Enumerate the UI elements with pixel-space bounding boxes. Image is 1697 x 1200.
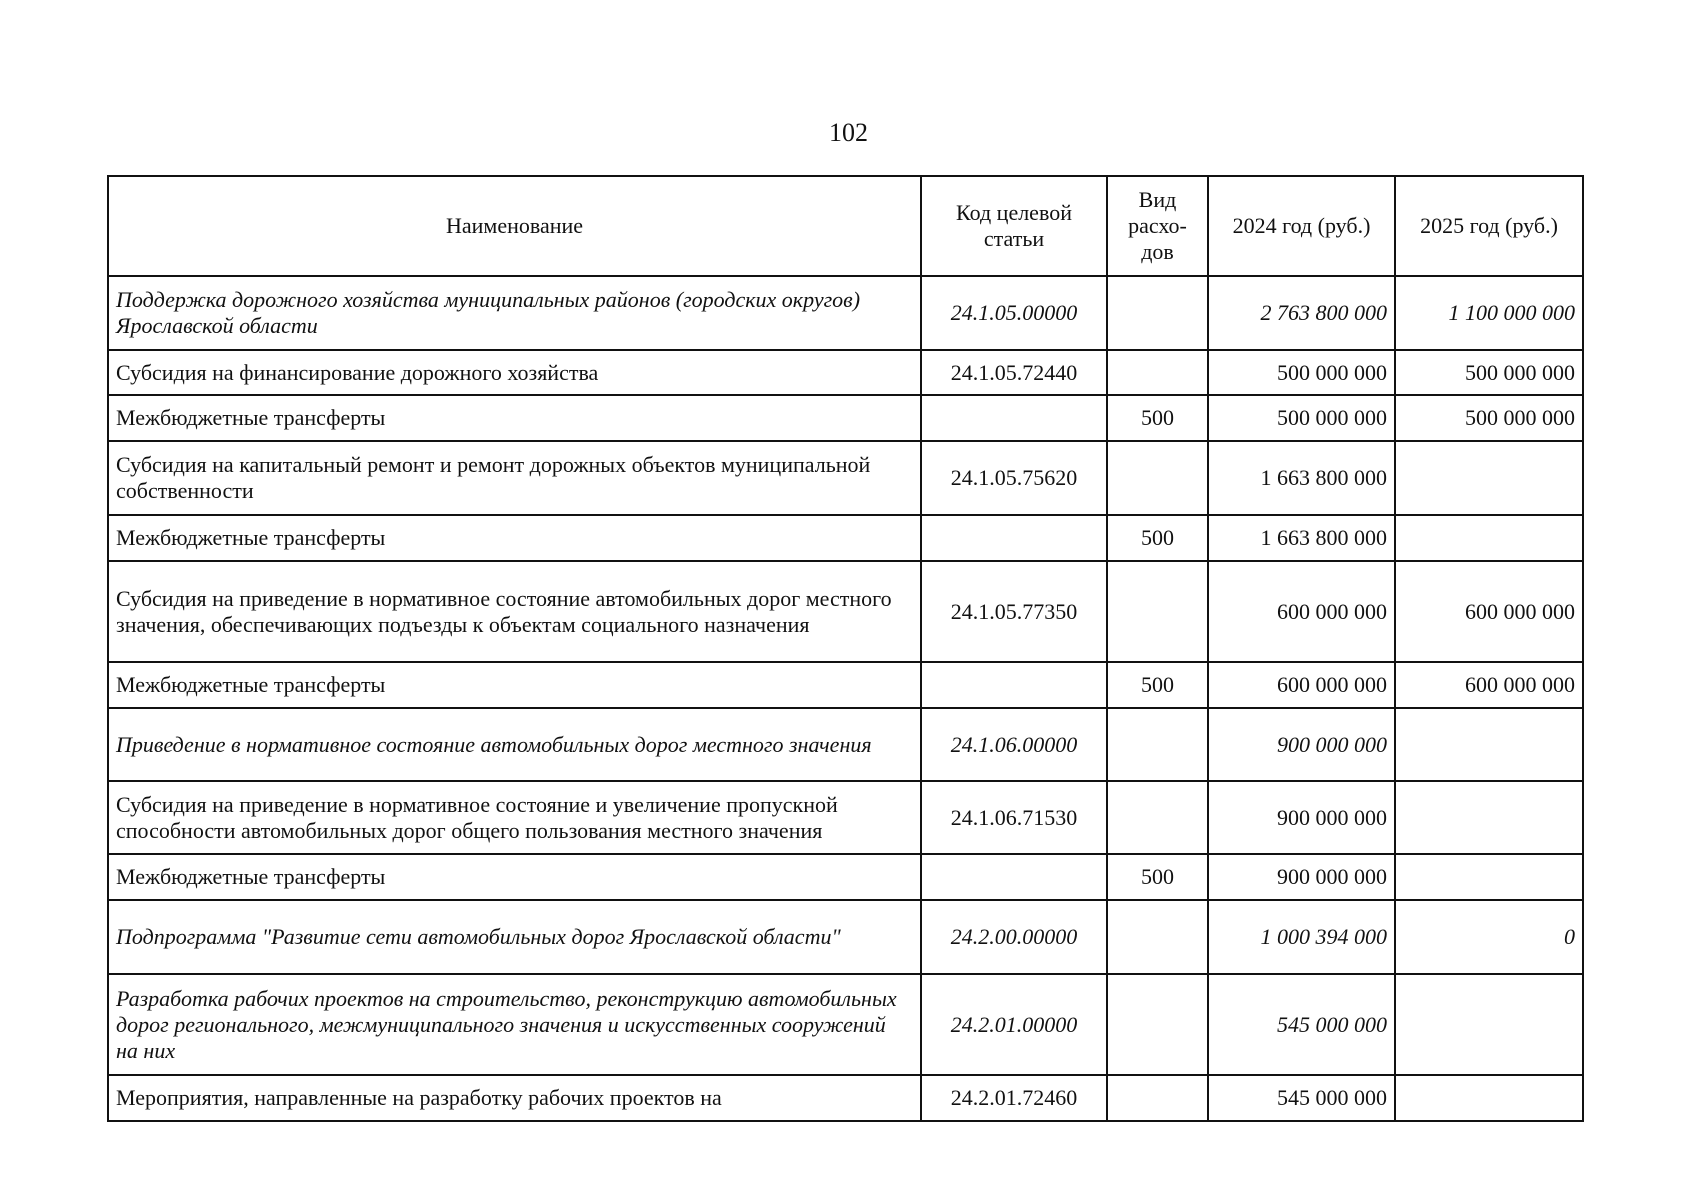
row-expense-kind xyxy=(1107,708,1208,781)
row-amount-2025: 600 000 000 xyxy=(1395,561,1583,662)
row-target-code xyxy=(921,515,1107,561)
table-row xyxy=(108,561,1583,662)
table-row xyxy=(108,900,1583,974)
row-amount-2024: 545 000 000 xyxy=(1208,974,1395,1075)
row-name: Мероприятия, направленные на разработку рабочих проектов на xyxy=(108,1075,921,1121)
header-2025: 2025 год (руб.) xyxy=(1395,176,1583,276)
table-row xyxy=(108,781,1583,854)
row-name: Подпрограмма "Развитие сети автомобильных дорог Ярославской области" xyxy=(108,900,921,974)
table-row xyxy=(108,441,1583,515)
row-target-code xyxy=(921,395,1107,441)
row-amount-2025 xyxy=(1395,974,1583,1075)
table-row xyxy=(108,350,1583,395)
table-row xyxy=(108,708,1583,781)
row-amount-2024: 1 663 800 000 xyxy=(1208,441,1395,515)
row-name: Поддержка дорожного хозяйства муниципальных районов (городских округов) Ярославской области xyxy=(108,276,921,350)
row-target-code: 24.1.05.00000 xyxy=(921,276,1107,350)
row-target-code: 24.1.05.72440 xyxy=(921,350,1107,395)
row-amount-2024: 500 000 000 xyxy=(1208,350,1395,395)
row-target-code: 24.2.01.00000 xyxy=(921,974,1107,1075)
row-amount-2025: 500 000 000 xyxy=(1395,350,1583,395)
row-name: Субсидия на приведение в нормативное состояние и увеличение пропускной способности автомобильных дорог общего пользования местного значения xyxy=(108,781,921,854)
row-name: Межбюджетные трансферты xyxy=(108,515,921,561)
row-expense-kind xyxy=(1107,1075,1208,1121)
row-amount-2025 xyxy=(1395,441,1583,515)
row-expense-kind: 500 xyxy=(1107,515,1208,561)
row-name: Межбюджетные трансферты xyxy=(108,395,921,441)
row-amount-2024: 900 000 000 xyxy=(1208,781,1395,854)
row-expense-kind xyxy=(1107,781,1208,854)
header-code: Код целевой статьи xyxy=(921,176,1107,276)
row-target-code: 24.1.06.71530 xyxy=(921,781,1107,854)
row-expense-kind xyxy=(1107,441,1208,515)
row-target-code: 24.1.06.00000 xyxy=(921,708,1107,781)
row-expense-kind: 500 xyxy=(1107,395,1208,441)
row-amount-2024: 900 000 000 xyxy=(1208,854,1395,900)
row-amount-2024: 1 000 394 000 xyxy=(1208,900,1395,974)
table-row xyxy=(108,1075,1583,1121)
table-row xyxy=(108,662,1583,708)
row-target-code xyxy=(921,662,1107,708)
table-row xyxy=(108,974,1583,1075)
row-name: Межбюджетные трансферты xyxy=(108,854,921,900)
row-amount-2024: 545 000 000 xyxy=(1208,1075,1395,1121)
table-header-row xyxy=(108,176,1583,276)
row-amount-2025 xyxy=(1395,515,1583,561)
row-name: Разработка рабочих проектов на строительство, реконструкцию автомобильных дорог регионального, межмуниципального значения и искусственных сооружений на них xyxy=(108,974,921,1075)
row-expense-kind xyxy=(1107,561,1208,662)
row-name: Субсидия на капитальный ремонт и ремонт дорожных объектов муниципальной собственности xyxy=(108,441,921,515)
row-name: Межбюджетные трансферты xyxy=(108,662,921,708)
row-expense-kind xyxy=(1107,900,1208,974)
header-kind: Вид расхо-дов xyxy=(1107,176,1208,276)
budget-table xyxy=(107,175,1584,1122)
row-target-code: 24.1.05.77350 xyxy=(921,561,1107,662)
row-target-code: 24.2.00.00000 xyxy=(921,900,1107,974)
row-target-code: 24.2.01.72460 xyxy=(921,1075,1107,1121)
row-expense-kind xyxy=(1107,974,1208,1075)
row-target-code xyxy=(921,854,1107,900)
row-amount-2025: 600 000 000 xyxy=(1395,662,1583,708)
row-name: Субсидия на финансирование дорожного хозяйства xyxy=(108,350,921,395)
table-row xyxy=(108,854,1583,900)
row-amount-2024: 600 000 000 xyxy=(1208,561,1395,662)
row-amount-2025: 0 xyxy=(1395,900,1583,974)
table-row xyxy=(108,276,1583,350)
row-expense-kind: 500 xyxy=(1107,854,1208,900)
row-amount-2024: 500 000 000 xyxy=(1208,395,1395,441)
row-amount-2024: 1 663 800 000 xyxy=(1208,515,1395,561)
row-amount-2025 xyxy=(1395,708,1583,781)
row-expense-kind xyxy=(1107,276,1208,350)
row-amount-2024: 2 763 800 000 xyxy=(1208,276,1395,350)
table-row xyxy=(108,395,1583,441)
row-amount-2024: 600 000 000 xyxy=(1208,662,1395,708)
row-expense-kind: 500 xyxy=(1107,662,1208,708)
header-2024: 2024 год (руб.) xyxy=(1208,176,1395,276)
row-target-code: 24.1.05.75620 xyxy=(921,441,1107,515)
row-name: Субсидия на приведение в нормативное состояние автомобильных дорог местного значения, обеспечивающих подъезды к объектам социального назначения xyxy=(108,561,921,662)
page-number: 102 xyxy=(829,118,868,147)
table-row xyxy=(108,515,1583,561)
header-name: Наименование xyxy=(108,176,921,276)
row-amount-2025 xyxy=(1395,1075,1583,1121)
row-name: Приведение в нормативное состояние автомобильных дорог местного значения xyxy=(108,708,921,781)
row-amount-2025: 500 000 000 xyxy=(1395,395,1583,441)
row-amount-2025 xyxy=(1395,854,1583,900)
row-amount-2025 xyxy=(1395,781,1583,854)
row-amount-2025: 1 100 000 000 xyxy=(1395,276,1583,350)
row-expense-kind xyxy=(1107,350,1208,395)
row-amount-2024: 900 000 000 xyxy=(1208,708,1395,781)
table-body xyxy=(108,276,1583,1121)
